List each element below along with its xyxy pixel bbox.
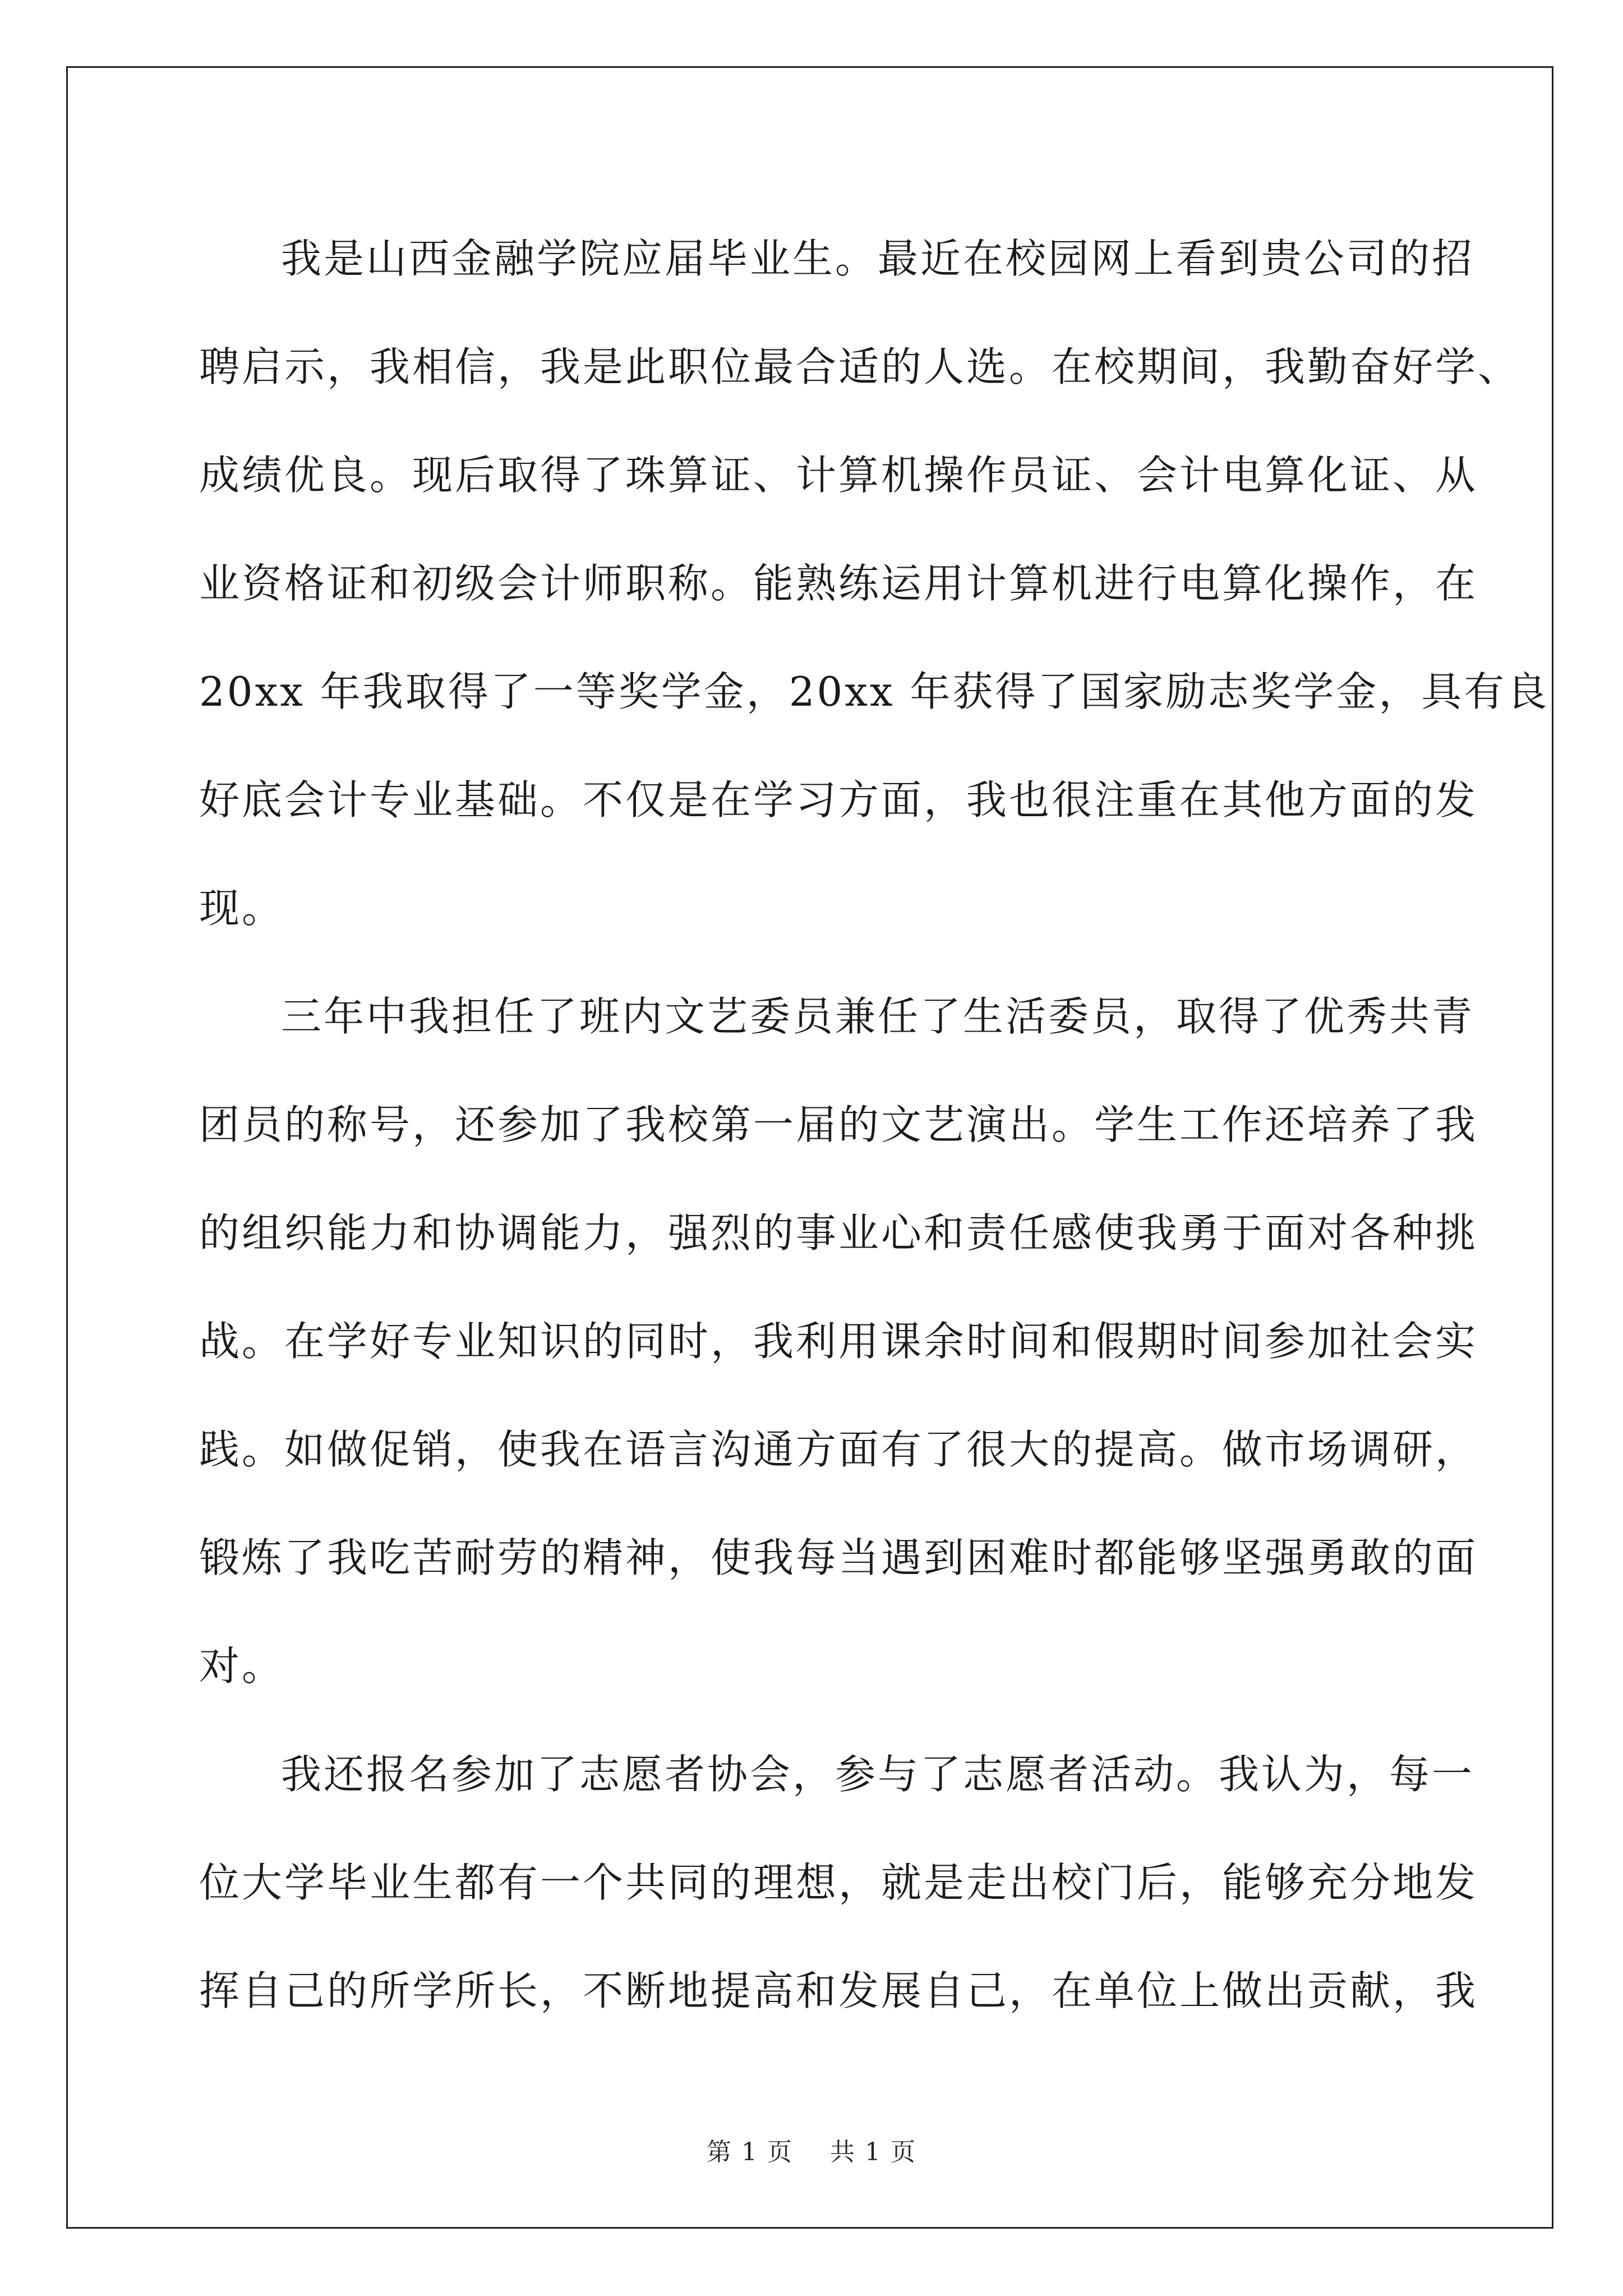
paragraph-1-line-4: 业资格证和初级会计师职称。能熟练运用计算机进行电算化操作，在 bbox=[199, 560, 1478, 607]
paragraph-2-line-3: 的组织能力和协调能力，强烈的事业心和责任感使我勇于面对各种挑 bbox=[199, 1209, 1478, 1257]
paragraph-1-line-5: 20xx 年我取得了一等奖学金，20xx 年获得了国家励志奖学金，具有良 bbox=[199, 668, 1550, 715]
paragraph-2-line-2: 团员的称号，还参加了我校第一届的文艺演出。学生工作还培养了我 bbox=[199, 1101, 1478, 1148]
paragraph-2-line-4: 战。在学好专业知识的同时，我利用课余时间和假期时间参加社会实 bbox=[199, 1318, 1478, 1365]
paragraph-3-line-2: 位大学毕业生都有一个共同的理想，就是走出校门后，能够充分地发 bbox=[199, 1859, 1478, 1906]
page-footer bbox=[0, 2132, 1623, 2168]
paragraph-3-line-1: 我还报名参加了志愿者协会，参与了志愿者活动。我认为，每一 bbox=[281, 1751, 1475, 1798]
paragraph-1-line-7: 现。 bbox=[199, 885, 285, 932]
page-number: 第 1 页 bbox=[707, 2138, 793, 2166]
paragraph-1-line-3: 成绩优良。现后取得了珠算证、计算机操作员证、会计电算化证、从 bbox=[199, 452, 1478, 499]
paragraph-2-line-1: 三年中我担任了班内文艺委员兼任了生活委员，取得了优秀共青 bbox=[281, 993, 1475, 1040]
paragraph-1-line-6: 好底会计专业基础。不仅是在学习方面，我也很注重在其他方面的发 bbox=[199, 776, 1478, 823]
paragraph-3-line-3: 挥自己的所学所长，不断地提高和发展自己，在单位上做出贡献，我 bbox=[199, 1967, 1478, 2014]
page-total: 共 1 页 bbox=[830, 2138, 916, 2166]
paragraph-2-line-5: 践。如做促销，使我在语言沟通方面有了很大的提高。做市场调研， bbox=[199, 1426, 1478, 1473]
paragraph-1-line-1: 我是山西金融学院应届毕业生。最近在校园网上看到贵公司的招 bbox=[281, 235, 1475, 282]
paragraph-2-line-7: 对。 bbox=[199, 1642, 285, 1690]
paragraph-2-line-6: 锻炼了我吃苦耐劳的精神，使我每当遇到困难时都能够坚强勇敢的面 bbox=[199, 1534, 1478, 1581]
document-body bbox=[199, 205, 1550, 2045]
paragraph-1-line-2: 聘启示，我相信，我是此职位最合适的人选。在校期间，我勤奋好学、 bbox=[199, 343, 1521, 390]
